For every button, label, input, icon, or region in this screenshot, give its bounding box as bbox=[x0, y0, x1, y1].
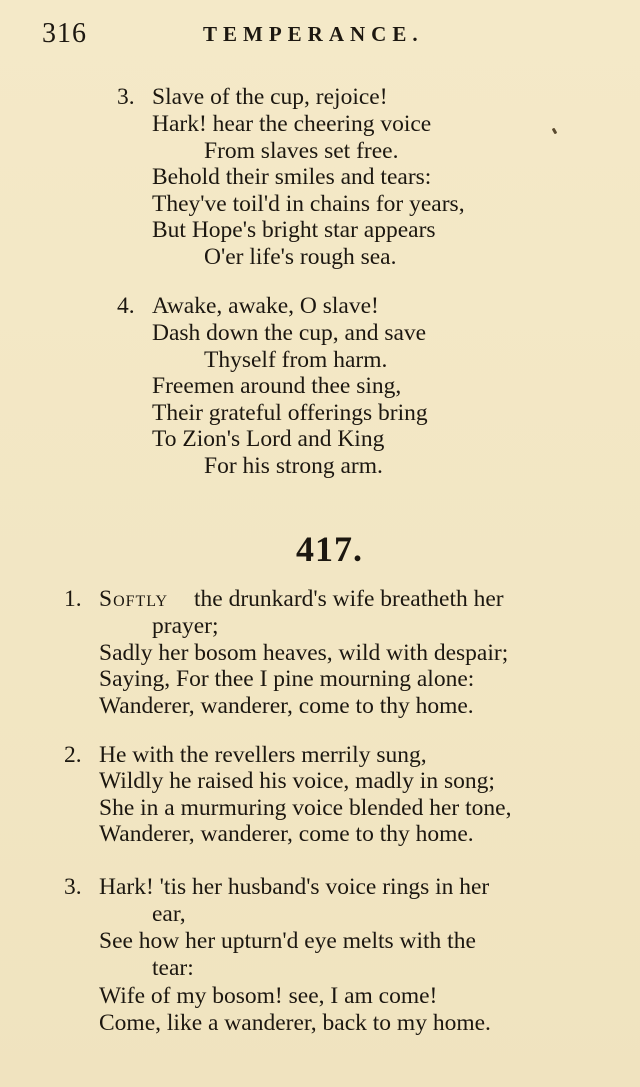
first-word: Softly bbox=[99, 586, 169, 612]
verse-line: For his strong arm. bbox=[204, 453, 383, 479]
verse-line: He with the revellers merrily sung, bbox=[99, 742, 427, 768]
verse-line: tear: bbox=[152, 955, 194, 981]
verse-line: Wanderer, wanderer, come to thy home. bbox=[99, 693, 474, 719]
verse-line: Saying, For thee I pine mourning alone: bbox=[99, 666, 475, 692]
verse-line: Sadly her bosom heaves, wild with despair; bbox=[99, 640, 509, 666]
stanza-number: 2. bbox=[64, 742, 82, 768]
verse-line: Wife of my bosom! see, I am come! bbox=[99, 983, 438, 1009]
verse-line: But Hope's bright star appears bbox=[152, 217, 436, 243]
verse-line: Come, like a wanderer, back to my home. bbox=[99, 1010, 491, 1036]
verse-line: Wanderer, wanderer, come to thy home. bbox=[99, 821, 474, 847]
stanza-number: 4. bbox=[117, 293, 135, 319]
verse-line: See how her upturn'd eye melts with the bbox=[99, 928, 476, 954]
verse-line: the drunkard's wife breatheth her bbox=[194, 586, 504, 612]
verse-line: Thyself from harm. bbox=[204, 347, 388, 373]
verse-line: Dash down the cup, and save bbox=[152, 320, 427, 346]
verse-line: They've toil'd in chains for years, bbox=[152, 191, 465, 217]
page-number: 316 bbox=[42, 18, 87, 49]
stanza-number: 3. bbox=[64, 874, 82, 900]
verse-line: Awake, awake, O slave! bbox=[152, 293, 379, 319]
verse-line: Behold their smiles and tears: bbox=[152, 164, 432, 190]
verse-line: prayer; bbox=[152, 613, 219, 639]
stanza-number: 3. bbox=[117, 84, 135, 110]
stanza-number: 1. bbox=[64, 586, 82, 612]
verse-line: O'er life's rough sea. bbox=[204, 244, 397, 270]
verse-line: Hark! 'tis her husband's voice rings in her bbox=[99, 874, 490, 900]
verse-line: ear, bbox=[152, 901, 186, 927]
verse-line: From slaves set free. bbox=[204, 138, 399, 164]
verse-line: She in a murmuring voice blended her tone, bbox=[99, 795, 512, 821]
verse-line: Hark! hear the cheering voice bbox=[152, 111, 432, 137]
verse-line: Slave of the cup, rejoice! bbox=[152, 84, 388, 110]
running-head: TEMPERANCE. bbox=[203, 22, 424, 46]
verse-line: Their grateful offerings bring bbox=[152, 400, 428, 426]
verse-line: To Zion's Lord and King bbox=[152, 426, 385, 452]
verse-line: Freemen around thee sing, bbox=[152, 373, 402, 399]
verse-line: Wildly he raised his voice, madly in song; bbox=[99, 768, 495, 794]
hymn-number: 417. bbox=[296, 529, 363, 569]
ink-speck bbox=[552, 128, 558, 135]
